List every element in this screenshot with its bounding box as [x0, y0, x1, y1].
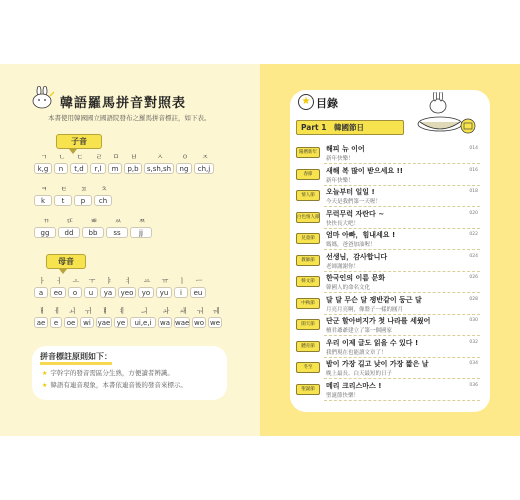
toc-page-number: 024: [469, 253, 478, 259]
toc-chinese-title: 月亮月亮啊，像盤子一樣的圓月: [326, 306, 404, 313]
toc-title: 目錄: [316, 97, 338, 110]
romanization-cell: wi: [80, 317, 94, 328]
divider: [324, 378, 480, 379]
jamo-letter: ㅟ: [84, 307, 92, 315]
romanization-cell: bb: [82, 227, 104, 238]
toc-page-number: 028: [469, 296, 478, 302]
toc-page-number: 034: [469, 361, 478, 366]
toc-page-number: 036: [469, 382, 478, 388]
toc-korean-title: 메리 크리스마스 !: [326, 381, 382, 390]
toc-korean-title: 새해 복 많이 받으세요 !!: [326, 166, 403, 175]
romanization-cell: t: [54, 195, 72, 206]
bunny-icon: [30, 86, 56, 110]
romanization-cell: p: [74, 195, 92, 206]
jamo-letter: ㅚ: [68, 307, 76, 315]
jamo-letter: ㅗ: [72, 277, 80, 285]
divider: [324, 206, 480, 207]
toc-item[interactable]: [296, 295, 486, 315]
jamo-letter: ㅅ: [156, 153, 164, 161]
jamo-letter: ㅉ: [138, 217, 146, 225]
jamo-letter: ㅖ: [118, 307, 126, 315]
toc-chinese-title: 老師謝謝你！: [326, 263, 360, 270]
romanization-cell: s,sh,sh: [144, 163, 174, 174]
romanization-cell: k: [34, 195, 52, 206]
toc-page-number: 016: [469, 167, 478, 173]
divider: [324, 163, 480, 164]
toc-page-number: 026: [469, 275, 478, 280]
romanization-cell: p,b: [124, 163, 142, 174]
romanization-cell: eu: [190, 287, 206, 298]
vowel-roman-row: [34, 287, 208, 298]
jamo-letter: ㅋ: [40, 185, 48, 193]
toc-page-number: 018: [469, 189, 478, 194]
jamo-letter: ㅍ: [80, 185, 88, 193]
divider: [324, 335, 480, 336]
holiday-badge: 情人節: [296, 190, 320, 201]
divider: [324, 185, 480, 186]
toc-korean-title: 해피 뉴 이어: [326, 145, 365, 153]
jamo-letter: ㅇ: [181, 153, 189, 161]
jamo-letter: ㅣ: [178, 277, 186, 285]
romanization-cell: i: [174, 287, 188, 298]
toc-chinese-title: 我們現在也能讀文章了！: [326, 349, 387, 356]
holiday-badge: 體育節: [296, 341, 320, 352]
romanization-cell: wo: [193, 319, 204, 327]
toc-chinese-title: 新年快樂！: [326, 177, 354, 184]
jamo-letter: ㅞ: [212, 307, 220, 315]
jamo-letter: ㄸ: [66, 217, 74, 225]
toc-korean-title: 선생님，감사합니다: [326, 252, 388, 261]
jamo-letter: ㅠ: [161, 277, 169, 285]
toc-korean-title: 밤이 가장 길고 낮이 가장 짧은 날: [326, 360, 429, 368]
part-banner: Part 1 韓國節日: [296, 120, 404, 135]
toc-korean-title: 한국인의 이름 문화: [326, 274, 385, 282]
jamo-letter: ㅛ: [143, 277, 151, 285]
jamo-letter: ㅐ: [38, 307, 46, 315]
vowel-jamo-row: [34, 306, 224, 316]
holiday-badge: 白色情人節: [296, 212, 320, 223]
romanization-cell: yo: [138, 287, 154, 298]
consonant-jamo-row: [34, 152, 216, 162]
jamo-letter: ㅑ: [105, 277, 113, 285]
toc-chinese-title: 今天是我們第一天喔！: [326, 199, 382, 205]
divider: [324, 400, 480, 401]
romanization-cell: ae: [34, 317, 48, 328]
toc-item[interactable]: [296, 359, 486, 379]
jamo-letter: ㅡ: [195, 277, 203, 285]
bunny-with-bowl-icon: [410, 92, 480, 138]
toc-page-number: 014: [469, 146, 478, 151]
toc-chinese-title: 晚上最長、白天最短的日子: [326, 371, 393, 377]
jamo-letter: ㅁ: [112, 153, 120, 161]
romanization-cell: ye: [114, 317, 128, 328]
star-icon: ★: [42, 382, 48, 389]
holiday-badge: 教師節: [296, 255, 320, 266]
toc-korean-title: 달 달 무슨 달 쟁반같이 둥근 달: [326, 295, 422, 304]
star-icon: ★: [42, 370, 48, 377]
toc-korean-title: 엄마 아빠，힘내세요 !: [326, 231, 396, 239]
divider: [324, 228, 480, 229]
toc-page-number: 032: [469, 339, 478, 345]
toc-item[interactable]: [296, 252, 486, 272]
consonant-jamo-row: [34, 216, 154, 226]
holiday-badge: 中秋節: [296, 298, 320, 309]
romanization-cell: e: [50, 317, 62, 328]
vowel-roman-row: [34, 317, 224, 328]
jamo-letter: ㅝ: [196, 307, 204, 315]
toc-page-number: 030: [469, 318, 478, 323]
toc-korean-title: 우리 이제 글도 읽을 수 있다 !: [326, 338, 419, 347]
consonant-roman-row: [34, 195, 114, 206]
romanization-cell: oe: [64, 317, 78, 328]
romanization-cell: gg: [34, 227, 56, 238]
romanization-cell: ya: [100, 287, 116, 298]
toc-item[interactable]: [296, 316, 486, 336]
jamo-letter: ㅂ: [130, 153, 138, 161]
vowel-jamo-row: [34, 276, 208, 286]
page-subtitle: 本書使用韓國國立國語院發布之羅馬拼音標註，如下表。: [48, 114, 211, 122]
romanization-cell: yeo: [118, 287, 136, 298]
toc-chinese-title: 聖誕節快樂！: [326, 392, 360, 399]
toc-chinese-title: 檀君爺爺建立了第一個國家: [326, 328, 393, 334]
star-icon: ★: [298, 94, 314, 110]
jamo-letter: ㅃ: [90, 217, 98, 225]
toc-korean-title: 무럭무럭 자란다 ~: [326, 209, 385, 218]
jamo-letter: ㄲ: [42, 217, 50, 225]
toc-chinese-title: 媽媽，爸爸加油喔！: [326, 242, 376, 248]
toc-item[interactable]: [296, 381, 486, 401]
divider: [324, 314, 480, 315]
toc-korean-title: 오늘부터 일일 !: [326, 188, 375, 196]
jamo-letter: ㅕ: [124, 277, 132, 285]
romanization-cell: wae: [175, 319, 190, 327]
toc-item[interactable]: [296, 338, 486, 358]
consonant-jamo-row: [34, 184, 114, 194]
romanization-cell: eo: [50, 287, 66, 298]
note-line: ★ 字幹字的發音需區分生熟，方便讀者辨識。: [42, 369, 174, 377]
toc-item[interactable]: [296, 187, 486, 207]
jamo-letter: ㅜ: [88, 277, 96, 285]
romanization-cell: ui,e,i: [130, 317, 156, 328]
romanization-cell: ss: [106, 227, 128, 238]
romanization-cell: ch: [94, 195, 112, 206]
toc-chinese-title: 韓國人的命名文化: [326, 285, 371, 291]
holiday-badge: 開天節: [296, 319, 320, 330]
divider: [324, 357, 480, 358]
holiday-badge: 兒童節: [296, 233, 320, 244]
romanization-cell: wa: [159, 319, 170, 327]
toc-item[interactable]: [296, 230, 486, 250]
romanization-cell: jj: [130, 227, 152, 238]
consonant-roman-row: [34, 227, 154, 238]
consonant-label: 子音: [56, 134, 102, 149]
jamo-letter: ㅌ: [60, 185, 68, 193]
romanization-cell: u: [84, 287, 98, 298]
romanization-cell: yu: [156, 287, 172, 298]
romanization-cell: t,d: [70, 163, 88, 174]
jamo-letter: ㅒ: [101, 307, 109, 315]
romanization-cell: yae: [97, 319, 111, 327]
toc-page-number: 022: [469, 232, 478, 237]
holiday-badge: 春節: [296, 169, 320, 180]
right-page: [260, 64, 520, 436]
romanization-cell: dd: [58, 227, 80, 238]
holiday-badge: 聖誕節: [296, 384, 320, 395]
jamo-letter: ㅢ: [140, 307, 148, 315]
romanization-cell: we: [209, 319, 221, 327]
romanization-cell: o: [68, 287, 82, 298]
divider: [324, 292, 480, 293]
jamo-letter: ㅈ: [201, 153, 209, 161]
consonant-roman-row: [34, 163, 216, 174]
divider: [324, 271, 480, 272]
toc-chinese-title: 快快長大吧！: [326, 220, 360, 227]
holiday-badge: 韓文節: [296, 276, 320, 287]
note-line: ★ 韓語有連音現象，本書依連音後的發音來標示。: [42, 381, 187, 389]
jamo-letter: ㄱ: [40, 153, 48, 161]
toc-item[interactable]: [296, 166, 486, 186]
jamo-letter: ㅘ: [162, 307, 170, 315]
jamo-letter: ㅓ: [55, 277, 63, 285]
toc-item[interactable]: [296, 273, 486, 293]
romanization-cell: a: [34, 287, 48, 298]
divider: [324, 249, 480, 250]
toc-item[interactable]: [296, 209, 486, 229]
left-page: [0, 64, 260, 436]
page-title: 韓語羅馬拼音對照表: [60, 96, 187, 111]
jamo-letter: ㅊ: [100, 185, 108, 193]
romanization-cell: r,l: [90, 163, 106, 174]
romanization-cell: m: [108, 163, 122, 174]
toc-korean-title: 단군 할아버지가 첫 나라를 세웠어: [326, 317, 431, 325]
romanization-cell: k,g: [34, 163, 52, 174]
toc-item[interactable]: [296, 144, 486, 164]
holiday-badge: 冬至: [296, 362, 320, 373]
toc-chinese-title: 新年快樂！: [326, 156, 354, 162]
jamo-letter: ㅆ: [114, 217, 122, 225]
toc-page-number: 020: [469, 210, 478, 216]
holiday-badge: 陽曆新年: [296, 147, 320, 158]
vowel-label: 母音: [46, 254, 86, 269]
jamo-letter: ㅏ: [38, 277, 46, 285]
jamo-letter: ㄴ: [58, 153, 66, 161]
romanization-cell: n: [54, 163, 68, 174]
jamo-letter: ㅔ: [53, 307, 61, 315]
jamo-letter: ㄷ: [76, 153, 84, 161]
jamo-letter: ㅙ: [179, 307, 187, 315]
jamo-letter: ㄹ: [95, 153, 103, 161]
romanization-cell: ng: [176, 163, 192, 174]
notes-title: 拼音標註原則如下：: [40, 351, 112, 365]
romanization-cell: ch,j: [194, 163, 214, 174]
